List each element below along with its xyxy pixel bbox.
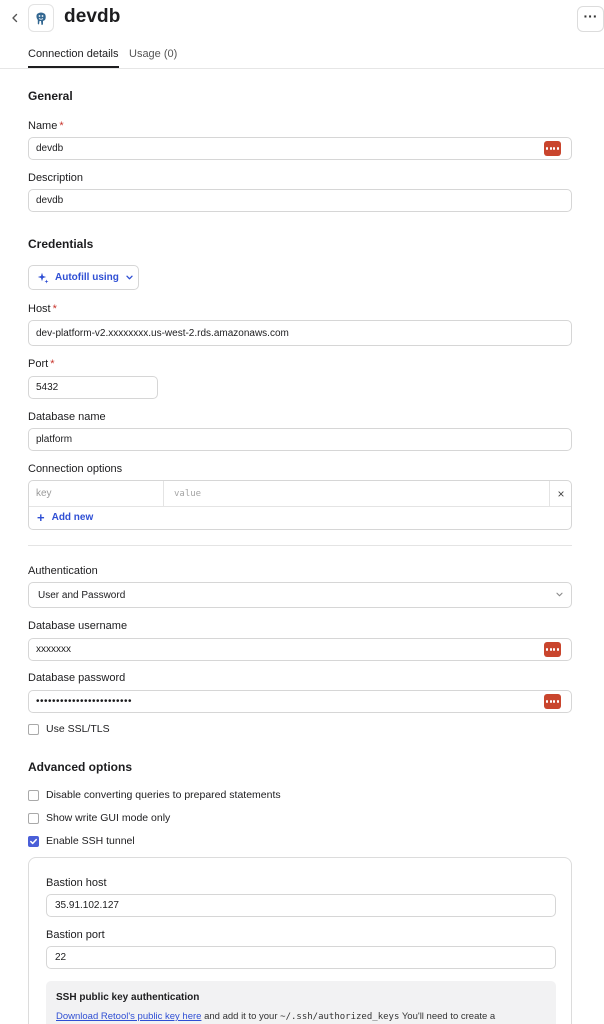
connection-options-label: Connection options [28,463,123,475]
name-label: Name * [28,120,64,132]
tab-bar [0,40,604,69]
more-icon: ··· [583,8,598,24]
use-ssl-checkbox[interactable] [28,723,110,735]
host-input[interactable] [28,320,572,346]
port-label: Port * [28,358,55,370]
password-manager-icon[interactable] [544,141,561,156]
advanced-section-title: Advanced options [28,760,133,774]
postgres-logo-icon [28,4,54,32]
download-public-key-link[interactable]: Download Retool's public key here [56,1011,202,1022]
bastion-host-input[interactable] [46,894,556,917]
required-marker: * [52,303,57,315]
description-label: Description [28,172,84,184]
description-input[interactable] [28,189,572,212]
authentication-selected: User and Password [38,589,126,601]
description-value: devdb [36,195,64,206]
checkmark-icon [29,837,38,846]
bastion-host-value: 35.91.102.127 [55,900,119,911]
database-username-value: xxxxxxx [36,644,71,655]
required-marker: * [50,358,55,370]
port-value: 5432 [36,382,59,393]
header [0,0,604,40]
option-value-input[interactable]: value [165,481,550,506]
back-button[interactable] [6,9,24,27]
database-name-value: platform [36,434,73,445]
enable-ssh-tunnel-checkbox[interactable] [28,835,135,847]
bastion-port-input[interactable] [46,946,556,969]
name-value: devdb [36,143,64,154]
bastion-host-label: Bastion host [46,877,107,889]
password-manager-icon[interactable] [544,694,561,709]
show-write-gui-label: Show write GUI mode only [46,812,171,824]
chevron-down-icon [555,590,564,599]
option-key-input[interactable]: key [29,481,164,506]
plus-icon: + [37,510,45,525]
chevron-left-icon [10,13,20,23]
add-new-label: Add new [51,512,94,523]
autofill-label: Autofill using [55,272,119,283]
close-icon: × [557,486,565,501]
remove-option-button[interactable] [551,481,571,506]
disable-prepared-statements-label: Disable converting queries to prepared statements [46,789,281,801]
ssh-public-key-info [46,981,556,1024]
checkbox-box [28,790,39,801]
authentication-label: Authentication [28,565,98,577]
authentication-select[interactable] [28,582,572,608]
required-marker: * [59,120,64,132]
show-write-gui-checkbox[interactable] [28,812,170,824]
name-input[interactable] [28,137,572,160]
general-section-title: General [28,89,73,103]
disable-prepared-statements-checkbox[interactable] [28,789,281,801]
chevron-down-icon [125,273,134,282]
add-new-option-button[interactable] [37,511,93,524]
host-label: Host * [28,303,57,315]
checkbox-box [28,813,39,824]
more-options-button[interactable] [577,6,604,32]
database-password-label: Database password [28,672,126,684]
database-password-input[interactable] [28,690,572,713]
database-name-input[interactable] [28,428,572,451]
ssh-description-text-2: You'll need to create a [399,1011,496,1022]
database-name-label: Database name [28,411,106,423]
connection-options-table [28,480,572,530]
ssh-public-key-title: SSH public key authentication [56,992,200,1003]
authorized-keys-path: ~/.ssh/authorized_keys [280,1012,400,1022]
autofill-button[interactable] [28,265,139,290]
password-manager-icon[interactable] [544,642,561,657]
use-ssl-label: Use SSL/TLS [46,723,110,735]
database-password-value: •••••••••••••••••••••••• [36,696,133,707]
checkbox-box [28,724,39,735]
page-title: devdb [64,6,121,27]
port-input[interactable] [28,376,158,399]
bastion-port-value: 22 [55,952,67,963]
credentials-section-title: Credentials [28,237,94,251]
ssh-description-text: and add it to your [201,1011,281,1022]
connection-option-row [29,481,571,507]
tab-connection-details[interactable]: Connection details [28,48,119,68]
enable-ssh-tunnel-label: Enable SSH tunnel [46,835,135,847]
sparkle-icon [37,272,49,284]
ssh-public-key-description [56,1011,495,1022]
checkbox-box-checked [28,836,39,847]
bastion-port-label: Bastion port [46,929,105,941]
database-username-label: Database username [28,620,128,632]
ssh-tunnel-panel [28,857,572,1024]
tab-usage[interactable]: Usage (0) [129,48,178,60]
database-username-input[interactable] [28,638,572,661]
section-divider [28,545,572,546]
host-value: dev-platform-v2.xxxxxxxx.us-west-2.rds.amazonaws.com [36,327,289,339]
